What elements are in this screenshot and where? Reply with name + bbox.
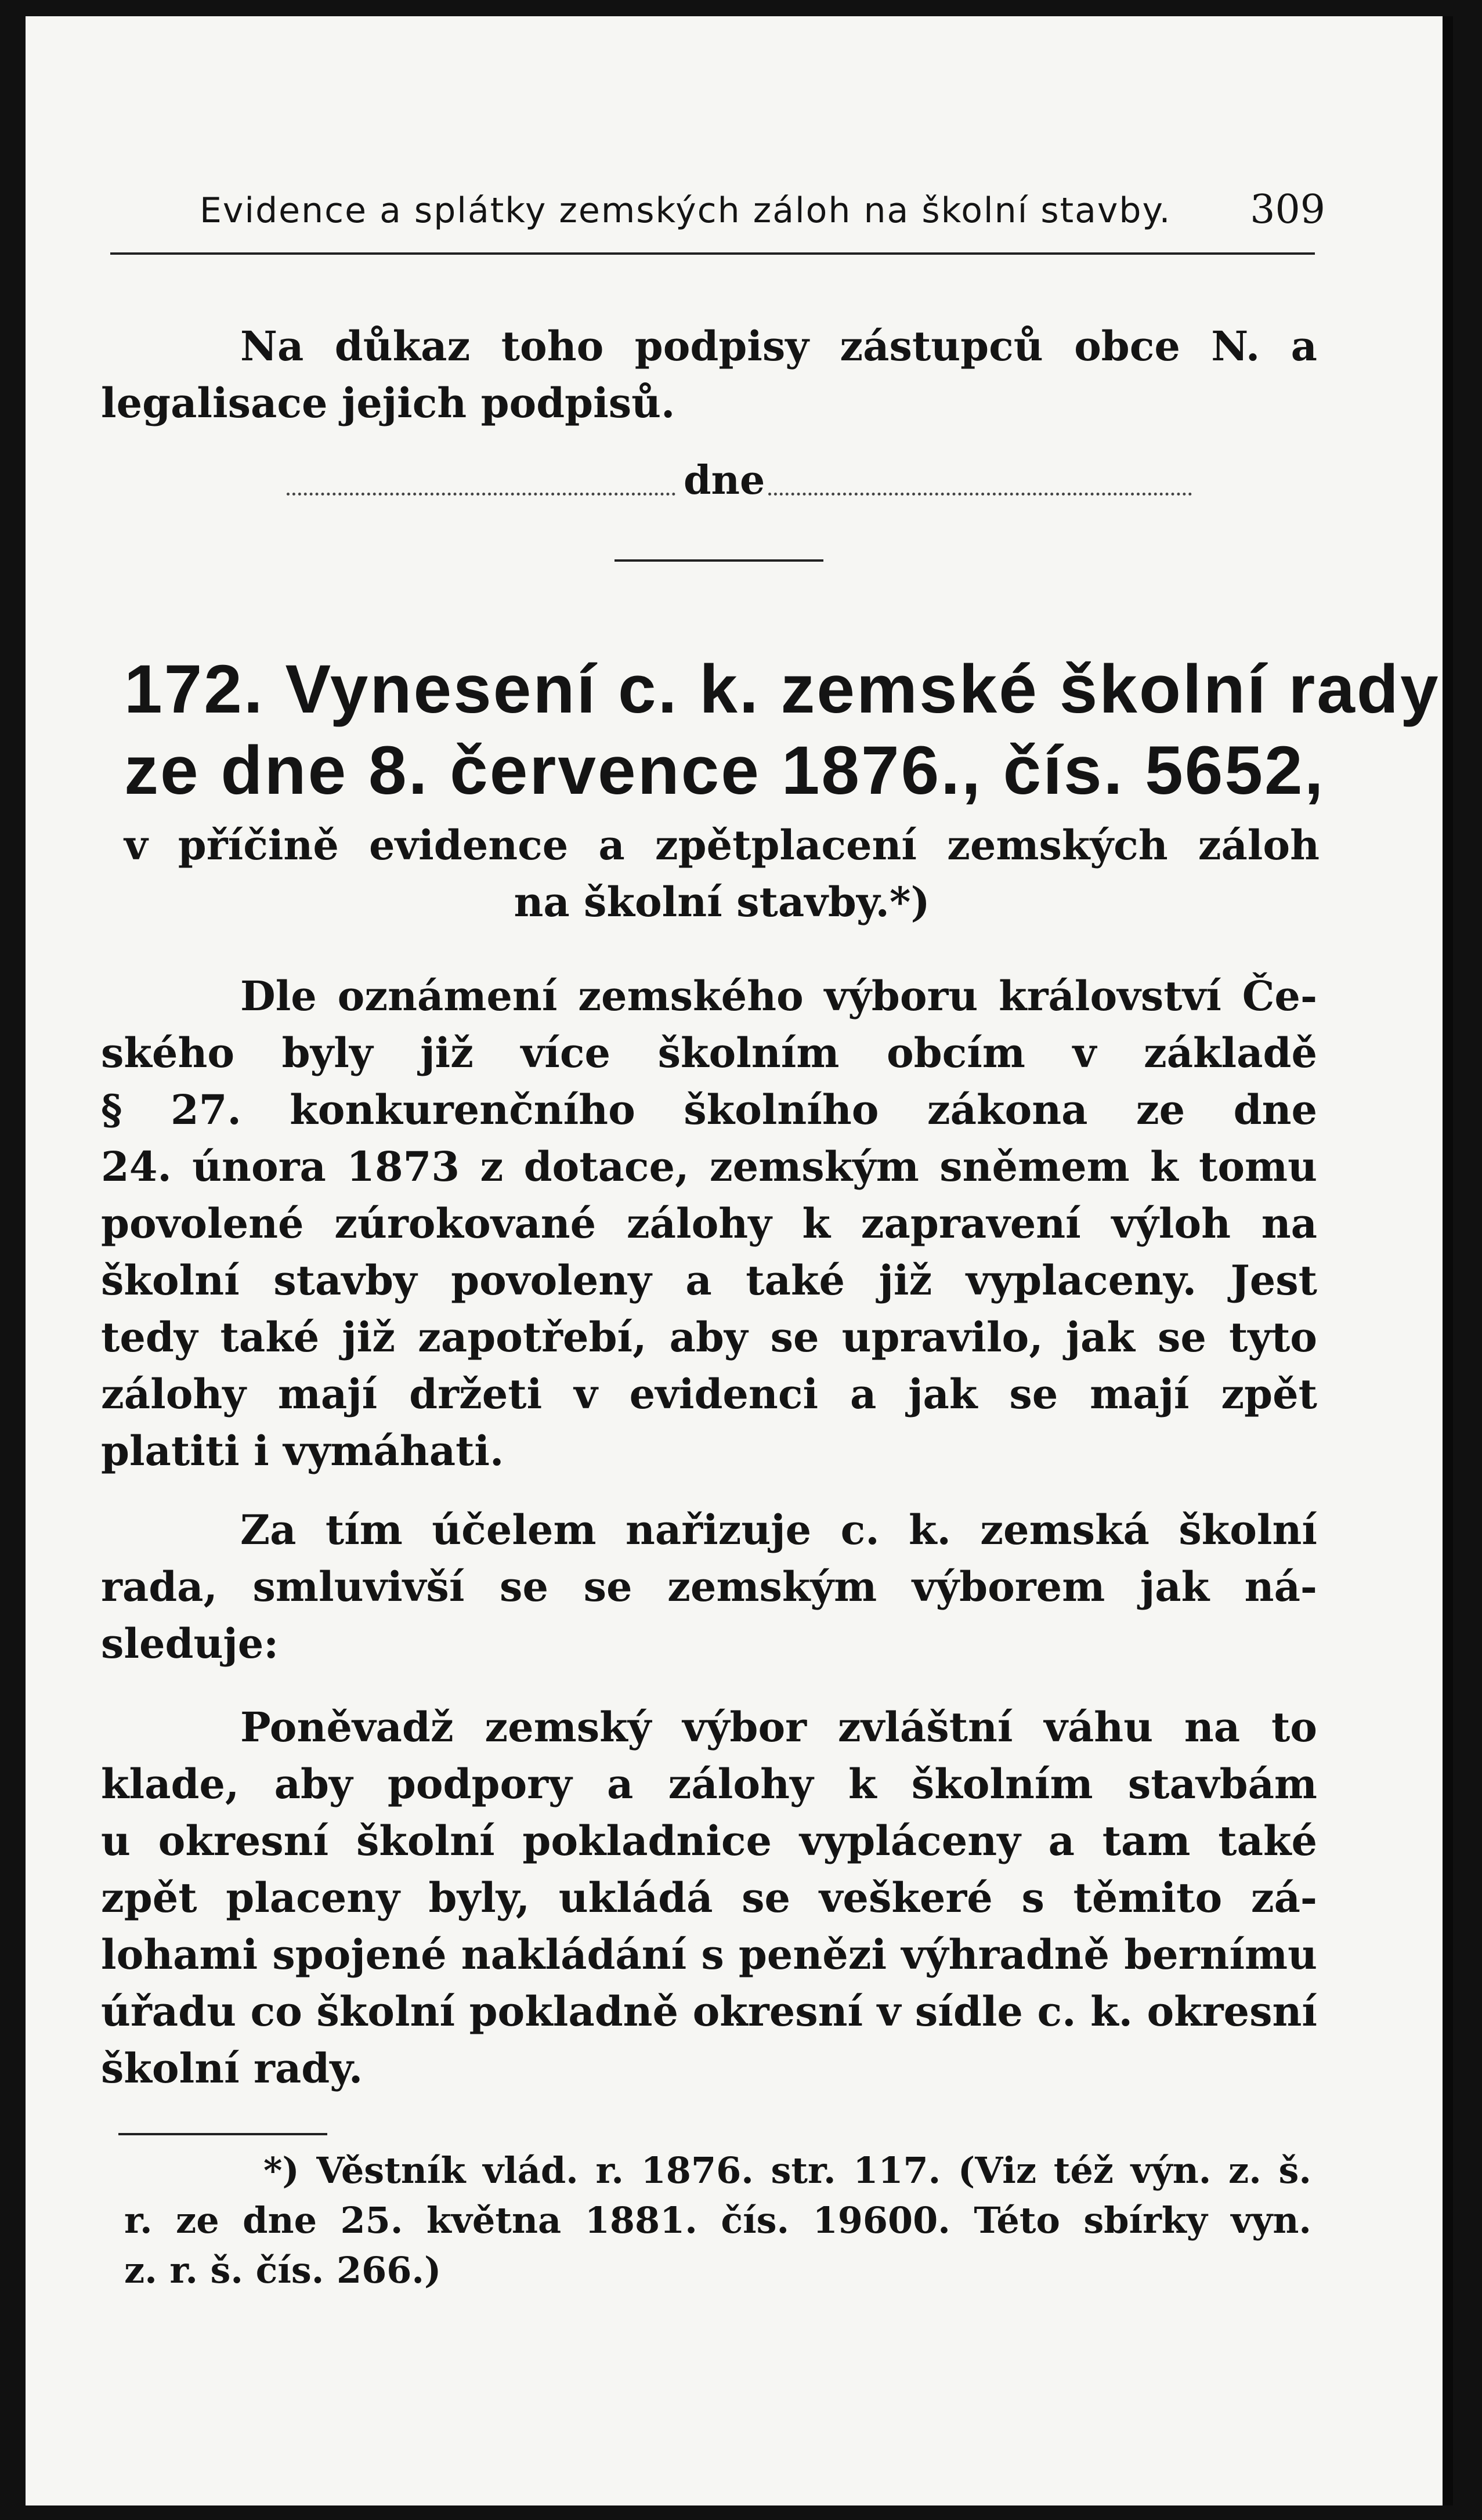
text-line: ského byly již více školním obcím v základě xyxy=(101,1029,1317,1077)
text-line: Dle oznámení zemského výboru království Če- xyxy=(240,972,1317,1020)
heading-line: ze dne 8. července 1876., čís. 5652, xyxy=(124,732,1325,809)
text-line: rada, smluvivší se se zemským výborem jak ná- xyxy=(101,1563,1317,1611)
footnote-line: *) Věstník vlád. r. 1876. str. 117. (Viz též výn. z. š. xyxy=(263,2149,1311,2192)
running-head xyxy=(171,185,1325,243)
text-line: platiti i vymáhati. xyxy=(101,1427,504,1475)
date-line xyxy=(287,457,1192,504)
subheading-line: v příčině evidence a zpětplacení zemských záloh xyxy=(124,821,1320,869)
date-word: dne xyxy=(684,457,765,504)
header-rule xyxy=(110,252,1315,255)
document-subheading xyxy=(124,817,1320,931)
footnote-rule xyxy=(118,2133,327,2135)
text-line: sleduje: xyxy=(101,1619,279,1668)
text-line: 24. února 1873 z dotace, zemským sněmem k tomu xyxy=(101,1143,1317,1191)
document-heading xyxy=(124,649,1440,811)
text-line: školní stavby povoleny a také již vyplaceny. Jest xyxy=(101,1256,1317,1304)
text-line: zpět placeny byly, ukládá se veškeré s těmito zá- xyxy=(101,1874,1317,1922)
paragraph-3 xyxy=(101,1699,1317,2097)
text-line: klade, aby podpory a zálohy k školním stavbám xyxy=(101,1760,1317,1808)
book-page xyxy=(26,16,1453,2505)
text-line: povolené zúrokované zálohy k zapravení výloh na xyxy=(101,1199,1317,1248)
section-divider xyxy=(615,559,823,562)
text-line: Poněvadž zemský výbor zvláštní váhu na to xyxy=(240,1703,1317,1751)
text-line: školní rady. xyxy=(101,2044,363,2092)
text-line: úřadu co školní pokladně okresní v sídle c. k. okresní xyxy=(101,1987,1317,2035)
intro-line: Na důkaz toho podpisy zástupců obce N. a xyxy=(240,322,1317,370)
text-line: tedy také již zapotřebí, aby se upravilo, jak se tyto xyxy=(101,1313,1317,1361)
footnote-line: r. ze dne 25. května 1881. čís. 19600. Této sbírky vyn. xyxy=(124,2199,1311,2241)
page-number: 309 xyxy=(1250,187,1325,233)
intro-paragraph xyxy=(101,318,1317,432)
text-line: lohami spojené nakládání s penězi výhradně bernímu xyxy=(101,1930,1317,1979)
text-line: Za tím účelem nařizuje c. k. zemská školní xyxy=(240,1506,1317,1554)
text-line: u okresní školní pokladnice vypláceny a tam také xyxy=(101,1817,1317,1865)
subheading-line: na školní stavby.*) xyxy=(514,878,930,926)
text-line: § 27. konkurenčního školního zákona ze dne xyxy=(101,1086,1317,1134)
dotted-leader xyxy=(287,493,675,496)
paragraph-2 xyxy=(101,1502,1317,1672)
footnote xyxy=(124,2146,1311,2295)
text-line: zálohy mají držeti v evidenci a jak se mají zpět xyxy=(101,1370,1317,1418)
intro-line: legalisace jejich podpisů. xyxy=(101,379,675,427)
dotted-leader xyxy=(768,493,1192,496)
running-head-title: Evidence a splátky zemských záloh na školní stavby. xyxy=(200,190,1172,231)
paragraph-1 xyxy=(101,968,1317,1480)
heading-line: 172. Vynesení c. k. zemské školní rady xyxy=(124,651,1440,728)
footnote-line: z. r. š. čís. 266.) xyxy=(124,2249,442,2291)
